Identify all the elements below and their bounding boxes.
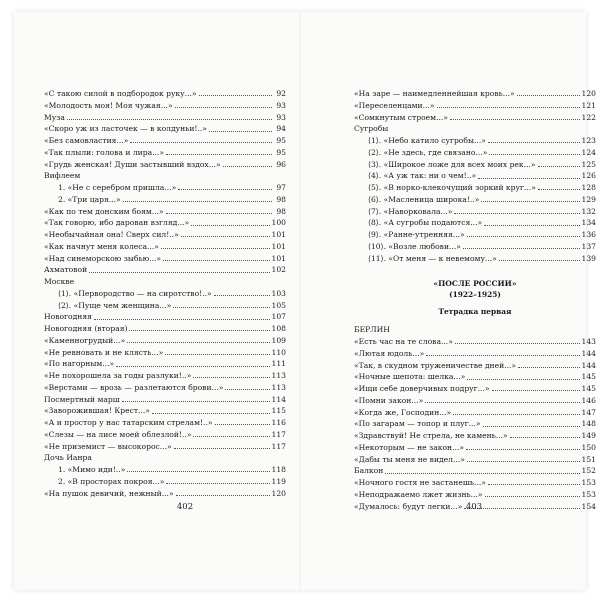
toc-entry-title: ⟨1⟩. «Небо катило сугробы...» [368, 136, 486, 145]
toc-leader-dots [161, 248, 270, 249]
toc-entry-page: 119 [271, 476, 286, 486]
right-page-number: 403 [465, 502, 483, 512]
toc-entry-page: 125 [581, 159, 596, 169]
toc-leader-dots [467, 236, 580, 237]
toc-entry-page: 122 [581, 112, 596, 122]
toc-entry-title: ⟨4⟩. «А уж так: ни о чем!..» [368, 171, 477, 181]
toc-entry-page: 115 [271, 406, 286, 416]
toc-leader-dots [165, 354, 269, 355]
toc-entry-title: «Ночные шепота: шелка...» [354, 372, 466, 382]
toc-leader-dots [481, 201, 579, 202]
toc-entry-page: 136 [581, 230, 596, 239]
toc-entry [354, 489, 596, 501]
toc-leader-dots [214, 295, 270, 296]
toc-entry [354, 112, 596, 124]
toc-entry [44, 370, 286, 382]
toc-entry-page: 145 [581, 372, 596, 382]
toc-entry-page: 109 [271, 335, 286, 345]
toc-leader-dots [166, 483, 269, 484]
toc-entry-title: Новогодняя [44, 312, 92, 322]
toc-entry [354, 123, 596, 135]
toc-entry-title: «Не похорошела за годы разлуки!..» [44, 371, 192, 380]
toc-entry-page: 117 [271, 441, 286, 451]
toc-entry-title: «Так, в скудном труженичестве дней...» [354, 360, 517, 370]
toc-entry [354, 418, 596, 430]
toc-entry-title: «Думалось: будут легки...» [354, 501, 463, 511]
toc-entry-title: «Когда же, Господин...» [354, 407, 452, 417]
toc-entry-page: 103 [271, 288, 286, 298]
toc-leader-dots [454, 213, 579, 214]
toc-leader-dots [499, 260, 580, 261]
toc-entry [354, 430, 596, 442]
toc-entry [44, 382, 286, 394]
toc-entry-title: «Как начнут меня колеса...» [44, 241, 159, 251]
toc-entry [44, 394, 286, 406]
toc-entry-title: Посмертный марш [44, 394, 120, 404]
toc-leader-dots [191, 225, 269, 226]
toc-leader-dots [518, 367, 579, 368]
toc-leader-dots [483, 426, 580, 427]
toc-entry-title: «Помни закон...» [354, 395, 424, 405]
toc-leader-dots [466, 449, 580, 450]
toc-entry [44, 276, 286, 288]
toc-entry-title: ⟨9⟩. «Ранне-утренняя...» [368, 230, 465, 239]
toc-entry [44, 253, 286, 265]
toc-entry [354, 147, 596, 159]
toc-entry-page: 144 [581, 360, 596, 370]
toc-entry-title: «По нагорным...» [44, 359, 115, 369]
toc-entry-title: Муза [44, 112, 65, 122]
toc-entry [44, 417, 286, 429]
toc-leader-dots [193, 377, 269, 378]
toc-entry-page: 121 [581, 100, 596, 110]
toc-entry [354, 182, 596, 194]
toc-entry-title: ⟨6⟩. «Масленица широка!..» [368, 194, 480, 204]
toc-entry-page: 145 [581, 384, 596, 393]
toc-entry-page: 96 [276, 159, 286, 169]
toc-entry [44, 100, 286, 112]
section-title: «ПОСЛЕ РОССИИ» [433, 279, 517, 289]
toc-entry-page: 151 [581, 454, 596, 464]
toc-entry [44, 194, 286, 206]
toc-entry-page: 108 [271, 324, 286, 333]
toc-leader-dots [488, 142, 580, 143]
toc-leader-dots [152, 413, 270, 414]
toc-entry-title: Балкон [354, 466, 384, 476]
toc-leader-dots [463, 248, 580, 249]
toc-leader-dots [467, 379, 579, 380]
book-spread [14, 12, 596, 590]
toc-entry-title: «Не ревновать и не клясть...» [44, 347, 164, 357]
toc-entry-page: 153 [581, 478, 596, 487]
toc-leader-dots [123, 201, 272, 202]
toc-leader-dots [130, 142, 272, 143]
toc-leader-dots [67, 119, 272, 120]
toc-entry-page: 137 [581, 241, 596, 251]
toc-entry-title: 1. «Мимо иди!..» [58, 465, 126, 474]
toc-entry [44, 264, 286, 276]
toc-entry-title: 2. «Три царя...» [58, 194, 121, 204]
toc-entry-title: «Неподражаемо лжет жизнь...» [354, 489, 483, 499]
toc-leader-dots [116, 366, 269, 367]
toc-entry [44, 241, 286, 253]
toc-leader-dots [94, 319, 270, 320]
toc-leader-dots [517, 95, 580, 96]
toc-entry-title: «Как по тем донским боям...» [44, 206, 164, 216]
toc-entry [44, 358, 286, 370]
toc-leader-dots [425, 402, 579, 403]
left-page-contents [44, 88, 286, 499]
toc-entry-title: Новогодняя (вторая) [44, 324, 128, 333]
toc-entry-page: 116 [271, 418, 286, 427]
toc-leader-dots [225, 389, 269, 390]
toc-entry [354, 395, 596, 407]
toc-entry [44, 464, 286, 476]
toc-entry [44, 135, 286, 147]
toc-leader-dots [166, 213, 272, 214]
toc-entry-page: 100 [271, 218, 286, 228]
toc-leader-dots [223, 166, 272, 167]
toc-entry-title: «Здравствуй! Не стрела, не камень...» [354, 431, 508, 440]
toc-entry [354, 88, 596, 100]
toc-entry-page: 111 [271, 359, 286, 369]
toc-entry [44, 311, 286, 323]
toc-entry [44, 182, 286, 194]
toc-entry-page: 147 [581, 407, 596, 417]
toc-leader-dots [538, 189, 580, 190]
toc-entry-page: 126 [581, 171, 596, 181]
toc-entry [44, 452, 286, 464]
toc-leader-dots [437, 107, 580, 108]
toc-entry [354, 100, 596, 112]
toc-entry-title: Сугробы [354, 124, 389, 134]
toc-leader-dots [163, 260, 269, 261]
toc-entry [44, 88, 286, 100]
section-years: (1922–1925) [449, 290, 501, 300]
toc-leader-dots [467, 461, 580, 462]
toc-leader-dots [89, 272, 269, 273]
toc-entry [44, 288, 286, 300]
toc-leader-dots [485, 496, 580, 497]
toc-entry-title: «Верстами — врозь — разлетаются брови...» [44, 382, 224, 392]
toc-entry-page: 113 [271, 371, 286, 380]
toc-entry-page: 144 [581, 348, 596, 358]
toc-entry-page: 95 [276, 136, 286, 145]
toc-leader-dots [484, 225, 579, 226]
toc-entry-page: 113 [271, 382, 286, 392]
toc-entry-page: 102 [271, 265, 286, 275]
toc-entry [354, 336, 596, 348]
toc-leader-dots [510, 437, 580, 438]
toc-entry-page: 93 [276, 100, 286, 110]
toc-entry [44, 170, 286, 182]
toc-entry-title: БЕРЛИН [354, 325, 390, 335]
toc-entry-title: ⟨3⟩. «Широкое ложе для всех моих рек...» [368, 159, 536, 169]
toc-entry-page: 149 [581, 431, 596, 440]
toc-entry-title: «Так плыли: голова и лира...» [44, 147, 164, 157]
toc-entry [354, 253, 596, 265]
toc-leader-dots [175, 107, 272, 108]
toc-entry-title: ⟨11⟩. «От меня — к невемому...» [368, 253, 497, 263]
toc-entry-page: 153 [581, 489, 596, 499]
toc-entry-title: Вифлеем [44, 171, 81, 181]
section-subtitle: Тетрадка первая [438, 307, 512, 317]
toc-entry [354, 194, 596, 206]
toc-entry-page: 94 [276, 124, 286, 134]
toc-entry [44, 488, 286, 500]
toc-entry [354, 360, 596, 372]
toc-entry [44, 347, 286, 359]
toc-entry-page: 120 [271, 488, 286, 498]
toc-entry-title: ⟨2⟩. «Пуще чем женщина...» [58, 300, 172, 310]
toc-leader-dots [127, 471, 269, 472]
toc-entry-title: «Без самовластия...» [44, 136, 129, 145]
toc-entry-title: Ахматовой [44, 265, 88, 275]
toc-entry [354, 348, 596, 360]
toc-entry [354, 465, 596, 477]
toc-entry-title: 2. «В просторах покроя...» [58, 476, 165, 486]
toc-entry-page: 93 [276, 112, 286, 122]
toc-entry-title: «Лютая юдоль...» [354, 348, 425, 358]
left-page-number: 402 [176, 502, 194, 512]
toc-leader-dots [538, 166, 580, 167]
toc-entry-page: 139 [581, 253, 596, 263]
toc-leader-dots [450, 119, 580, 120]
toc-entry [354, 206, 596, 218]
toc-entry-page: 120 [581, 89, 596, 98]
toc-entry-page: 154 [581, 501, 596, 511]
toc-entry [44, 476, 286, 488]
toc-entry-title: «На пушок девичий, нежный...» [44, 488, 174, 498]
toc-leader-dots [215, 424, 270, 425]
toc-leader-dots [478, 178, 579, 179]
toc-entry-title: «Скоро уж из ласточек — в колдуньи!..» [44, 124, 207, 134]
toc-leader-dots [166, 154, 272, 155]
toc-entry-page: 101 [271, 230, 286, 239]
toc-entry-title: ⟨1⟩. «Первородство — на сиротство!..» [58, 288, 212, 298]
toc-entry-page: 152 [581, 466, 596, 476]
toc-entry-title: ⟨2⟩. «Не здесь, где связано...» [368, 147, 488, 157]
toc-entry-title: ⟨10⟩. «Возле любови...» [368, 241, 461, 251]
toc-entry-title: «Необычайная она! Сверх сил!..» [44, 230, 179, 239]
toc-leader-dots [489, 154, 579, 155]
toc-entry-title: ⟨5⟩. «В норко-клекочущий зоркий круг...» [368, 183, 536, 192]
toc-entry-page: 117 [271, 429, 286, 439]
toc-entry [354, 383, 596, 395]
toc-leader-dots [199, 95, 272, 96]
toc-entry-title: «Грудь женская! Души застывший вздох...» [44, 159, 221, 169]
toc-leader-dots [455, 343, 580, 344]
toc-entry-title: «Есть час на те слова...» [354, 337, 453, 346]
toc-entry-page: 148 [581, 419, 596, 429]
toc-entry-title: «Некоторым — не закон...» [354, 442, 464, 452]
toc-leader-dots [174, 448, 270, 449]
toc-entry-page: 98 [276, 206, 286, 216]
toc-leader-dots [426, 355, 579, 356]
toc-entry [44, 300, 286, 312]
toc-leader-dots [127, 342, 269, 343]
toc-entry-page: 146 [581, 395, 596, 405]
toc-entry [354, 442, 596, 454]
toc-entry [354, 407, 596, 419]
toc-entry [44, 206, 286, 218]
toc-leader-dots [209, 131, 272, 132]
toc-entry-title: «Каменногрудый...» [44, 335, 126, 345]
toc-entry-page: 128 [581, 183, 596, 192]
toc-entry-title: «Переселенцами...» [354, 100, 435, 110]
toc-entry-title: «Не приземист — высокорос...» [44, 441, 172, 451]
toc-entry [44, 429, 286, 441]
toc-entry-page: 101 [271, 253, 286, 263]
toc-entry [354, 454, 596, 466]
toc-entry-title: «С такою силой в подбородок руку...» [44, 89, 197, 98]
toc-entry [44, 335, 286, 347]
toc-entry-title: «Ищи себе доверчивых подруг...» [354, 384, 490, 393]
toc-leader-dots [492, 390, 580, 391]
toc-entry-page: 110 [271, 347, 286, 357]
toc-leader-dots [129, 330, 269, 331]
toc-entry-title: «Над синеморскою зыбью...» [44, 253, 162, 263]
toc-entry-page: 95 [276, 147, 286, 157]
toc-entry-title: Москве [44, 277, 75, 286]
toc-entry-title: 1. «Не с серебром пришла...» [58, 183, 177, 192]
toc-entry [354, 477, 596, 489]
toc-entry [354, 170, 596, 182]
toc-entry-page: 132 [581, 206, 596, 216]
toc-entry-page: 105 [271, 300, 286, 310]
toc-entry-page: 98 [276, 194, 286, 204]
toc-entry-title: «Так говорю, ибо дарован взгляд...» [44, 218, 190, 228]
toc-entry [44, 217, 286, 229]
toc-entry-title: «По загарам — топор и плуг...» [354, 419, 481, 429]
toc-entry-title: ⟨7⟩. «Наворковала...» [368, 206, 453, 216]
toc-entry-page: 129 [581, 194, 596, 204]
toc-entry [354, 324, 596, 336]
toc-entry-title: «Слезы — на лисе моей облезлой!..» [44, 429, 192, 439]
toc-entry-page: 124 [581, 147, 596, 157]
toc-entry [44, 405, 286, 417]
toc-entry-page: 118 [271, 465, 286, 474]
toc-entry-page: 150 [581, 442, 596, 452]
toc-entry-title: «На заре — наимедленнейшая кровь...» [354, 89, 515, 98]
toc-entry-page: 114 [271, 394, 286, 404]
toc-entry-title: ⟨8⟩. «А сугробы подаются...» [368, 218, 483, 228]
toc-leader-dots [122, 401, 270, 402]
toc-entry-page: 101 [271, 241, 286, 251]
toc-leader-dots [176, 495, 270, 496]
toc-entry-page: 123 [581, 136, 596, 145]
toc-entry-page: 97 [276, 183, 286, 192]
right-page-contents [354, 88, 596, 512]
toc-entry [44, 147, 286, 159]
toc-entry [354, 371, 596, 383]
toc-entry [354, 241, 596, 253]
toc-entry [44, 112, 286, 124]
toc-entry-title: «Дабы ты меня не видел...» [354, 454, 465, 464]
toc-entry [44, 123, 286, 135]
toc-leader-dots [178, 189, 272, 190]
toc-entry-title: «Ночного гостя не застанешь...» [354, 478, 486, 487]
toc-entry-page: 143 [581, 337, 596, 346]
toc-entry [354, 135, 596, 147]
toc-entry-title: «Заворожившая! Крест...» [44, 406, 150, 416]
toc-entry-title: «Молодость моя! Моя чужая...» [44, 100, 173, 110]
book-gutter [299, 12, 301, 590]
toc-entry [44, 323, 286, 335]
toc-entry-title: Дочь Ианра [44, 453, 92, 463]
toc-leader-dots [173, 307, 269, 308]
toc-leader-dots [488, 484, 580, 485]
toc-leader-dots [181, 236, 270, 237]
toc-entry-title: «А и простор у нас татарским стрелам!..» [44, 418, 213, 427]
toc-leader-dots [453, 414, 579, 415]
toc-entry [354, 229, 596, 241]
toc-entry [44, 441, 286, 453]
toc-entry-title: «Сомкнутым строем...» [354, 112, 448, 122]
toc-entry-page: 134 [581, 218, 596, 228]
toc-entry [44, 229, 286, 241]
toc-entry [354, 217, 596, 229]
toc-entry [354, 159, 596, 171]
toc-entry-page: 107 [271, 312, 286, 322]
toc-entry-page: 92 [276, 89, 286, 98]
toc-entry [44, 159, 286, 171]
toc-leader-dots [193, 436, 269, 437]
toc-leader-dots [385, 473, 579, 474]
